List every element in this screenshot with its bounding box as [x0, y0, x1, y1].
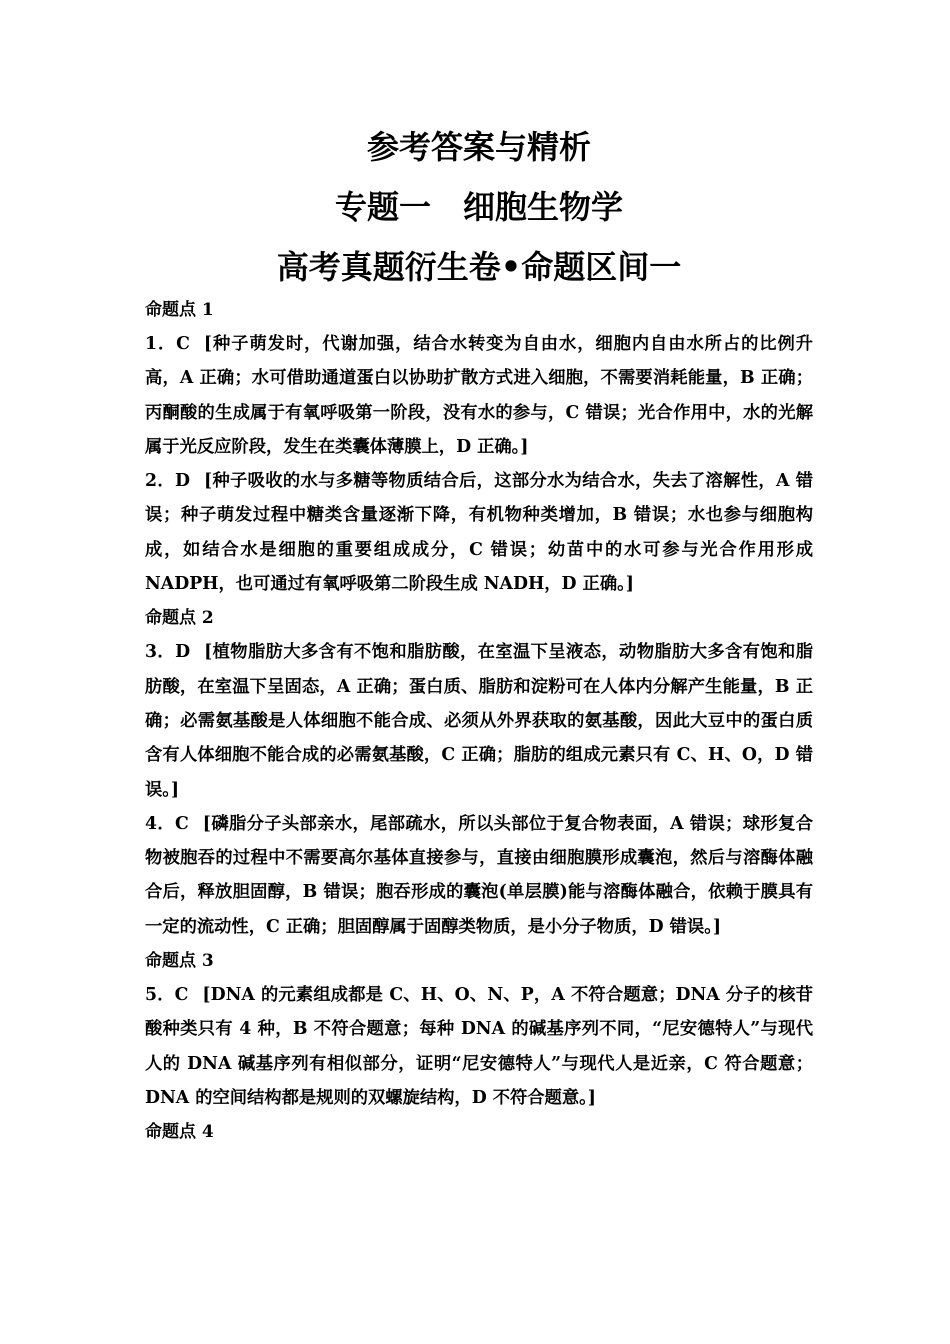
answer-3	[145, 635, 813, 806]
answer-text: [DNA 的元素组成都是 C、H、O、N、P，A 不符合题意；DNA 分子的核苷酸种类只有 4 种，B 不符合题意；每种 DNA 的碱基序列不同，“尼安德特人”与现代人的 DNA 碱基序列有相似部分，证明“尼安德特人”与现代人是近亲，C 符合题意；DNA 的空间结构都是规则的双螺旋结构，D 不符合题意。]	[145, 985, 813, 1108]
answer-1	[145, 327, 813, 464]
answer-number: 2．D	[145, 471, 190, 492]
section-label: 命题点 1	[145, 300, 214, 320]
section-1	[145, 293, 813, 601]
answer-number: 1．C	[145, 334, 190, 354]
answer-number: 3．D	[145, 642, 191, 663]
section-2	[145, 601, 813, 944]
document-page	[145, 0, 813, 1149]
answer-text: [种子萌发时，代谢加强，结合水转变为自由水，细胞内自由水所占的比例升高，A 正确；水可借助通道蛋白以协助扩散方式进入细胞，不需要消耗能量，B 正确；丙酮酸的生成属于有氧呼吸第一阶段，没有水的参与，C 错误；光合作用中，水的光解属于光反应阶段，发生在类囊体薄膜上，D 正确。]	[145, 334, 813, 457]
answer-number: 4．C	[145, 813, 189, 834]
section-4	[145, 1115, 813, 1149]
section-label: 命题点 4	[145, 1122, 214, 1143]
subtitle: 高考真题衍生卷•命题区间一	[276, 248, 682, 286]
answer-4	[145, 807, 813, 944]
answer-2	[145, 464, 813, 601]
answer-text: [磷脂分子头部亲水，尾部疏水，所以头部位于复合物表面，A 错误；球形复合物被胞吞的过程中不需要高尔基体直接参与，直接由细胞膜形成囊泡，然后与溶酶体融合后，释放胆固醇，B 错误；胞吞形成的囊泡(单层膜)能与溶酶体融合，依赖于膜具有一定的流动性，C 正确；胆固醇属于固醇类物质，是小分子物质，D 错误。]	[145, 813, 814, 937]
main-title: 参考答案与精析	[366, 128, 591, 166]
answer-text: [种子吸收的水与多糖等物质结合后，这部分水为结合水，失去了溶解性，A 错误；种子萌发过程中糖类含量逐渐下降，有机物种类增加，B 错误；水也参与细胞构成，如结合水是细胞的重要组成成分，C 错误；幼苗中的水可参与光合作用形成 NADPH，也可通过有氧呼吸第二阶段生成 NADH，D 正确。]	[145, 471, 813, 595]
answer-5	[145, 978, 813, 1115]
section-3	[145, 944, 813, 1115]
section-label: 命题点 2	[145, 608, 214, 629]
section-label: 命题点 3	[145, 951, 214, 972]
answer-number: 5．C	[145, 985, 189, 1006]
answer-text: [植物脂肪大多含有不饱和脂肪酸，在室温下呈液态，动物脂肪大多含有饱和脂肪酸，在室温下呈固态，A 正确；蛋白质、脂肪和淀粉可在人体内分解产生能量，B 正确；必需氨基酸是人体细胞不能合成、必须从外界获取的氨基酸，因此大豆中的蛋白质含有人体细胞不能合成的必需氨基酸，C 正确；脂肪的组成元素只有 C、H、O，D 错误。]	[145, 642, 813, 800]
chapter-title: 专题一 细胞生物学	[334, 188, 623, 226]
